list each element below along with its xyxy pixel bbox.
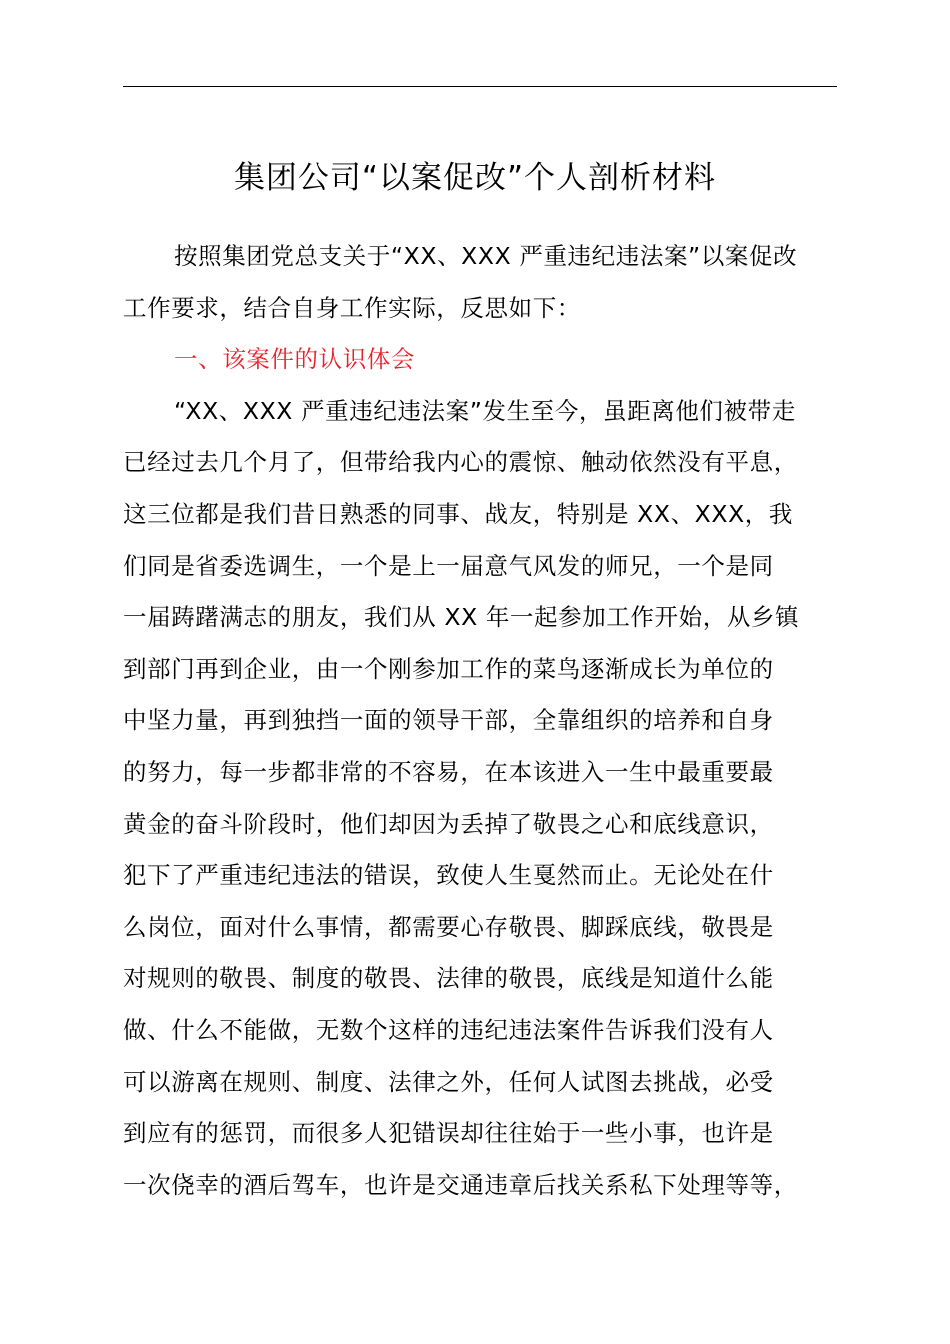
paragraph-2-line: 的努力，每一步都非常的不容易，在本该进入一生中最重要最 (123, 757, 774, 786)
section-1-heading: 一、该案件的认识体会 (174, 345, 415, 374)
paragraph-2-line: 可以游离在规则、制度、法律之外，任何人试图去挑战，必受 (123, 1067, 774, 1096)
header-rule (123, 86, 837, 87)
paragraph-2-line: 一届踌躇满志的朋友，我们从 XX 年一起参加工作开始，从乡镇 (123, 603, 800, 632)
paragraph-2-line: 到应有的惩罚，而很多人犯错误却往往始于一些小事，也许是 (123, 1119, 774, 1148)
document-body (123, 231, 863, 1211)
paragraph-2-line: 犯下了严重违纪违法的错误，致使人生戛然而止。无论处在什 (123, 861, 774, 890)
paragraph-2-line: “XX、XXX 严重违纪违法案”发生至今，虽距离他们被带走 (174, 396, 796, 425)
paragraph-2-line: 做、什么不能做，无数个这样的违纪违法案件告诉我们没有人 (123, 1015, 774, 1044)
paragraph-2-line: 么岗位，面对什么事情，都需要心存敬畏、脚踩底线，敬畏是 (123, 912, 774, 941)
paragraph-2-line: 这三位都是我们昔日熟悉的同事、战友，特别是 XX、XXX，我 (123, 499, 793, 528)
paragraph-2-line: 中坚力量，再到独挡一面的领导干部，全靠组织的培养和自身 (123, 706, 774, 735)
paragraph-2-line: 已经过去几个月了，但带给我内心的震惊、触动依然没有平息， (123, 448, 798, 477)
document-title: 集团公司“以案促改”个人剖析材料 (233, 160, 717, 196)
paragraph-2-line: 对规则的敬畏、制度的敬畏、法律的敬畏，底线是知道什么能 (123, 964, 774, 993)
paragraph-1-line: 工作要求，结合自身工作实际，反思如下： (123, 293, 581, 322)
paragraph-2-line: 们同是省委选调生，一个是上一届意气风发的师兄，一个是同 (123, 551, 774, 580)
paragraph-2-line: 黄金的奋斗阶段时，他们却因为丢掉了敬畏之心和底线意识， (123, 809, 774, 838)
paragraph-2-line: 到部门再到企业，由一个刚参加工作的菜鸟逐渐成长为单位的 (123, 654, 774, 683)
paragraph-2-line: 一次侥幸的酒后驾车，也许是交通违章后找关系私下处理等等， (123, 1170, 798, 1199)
paragraph-1-line: 按照集团党总支关于“XX、XXX 严重违纪违法案”以案促改 (174, 242, 798, 270)
